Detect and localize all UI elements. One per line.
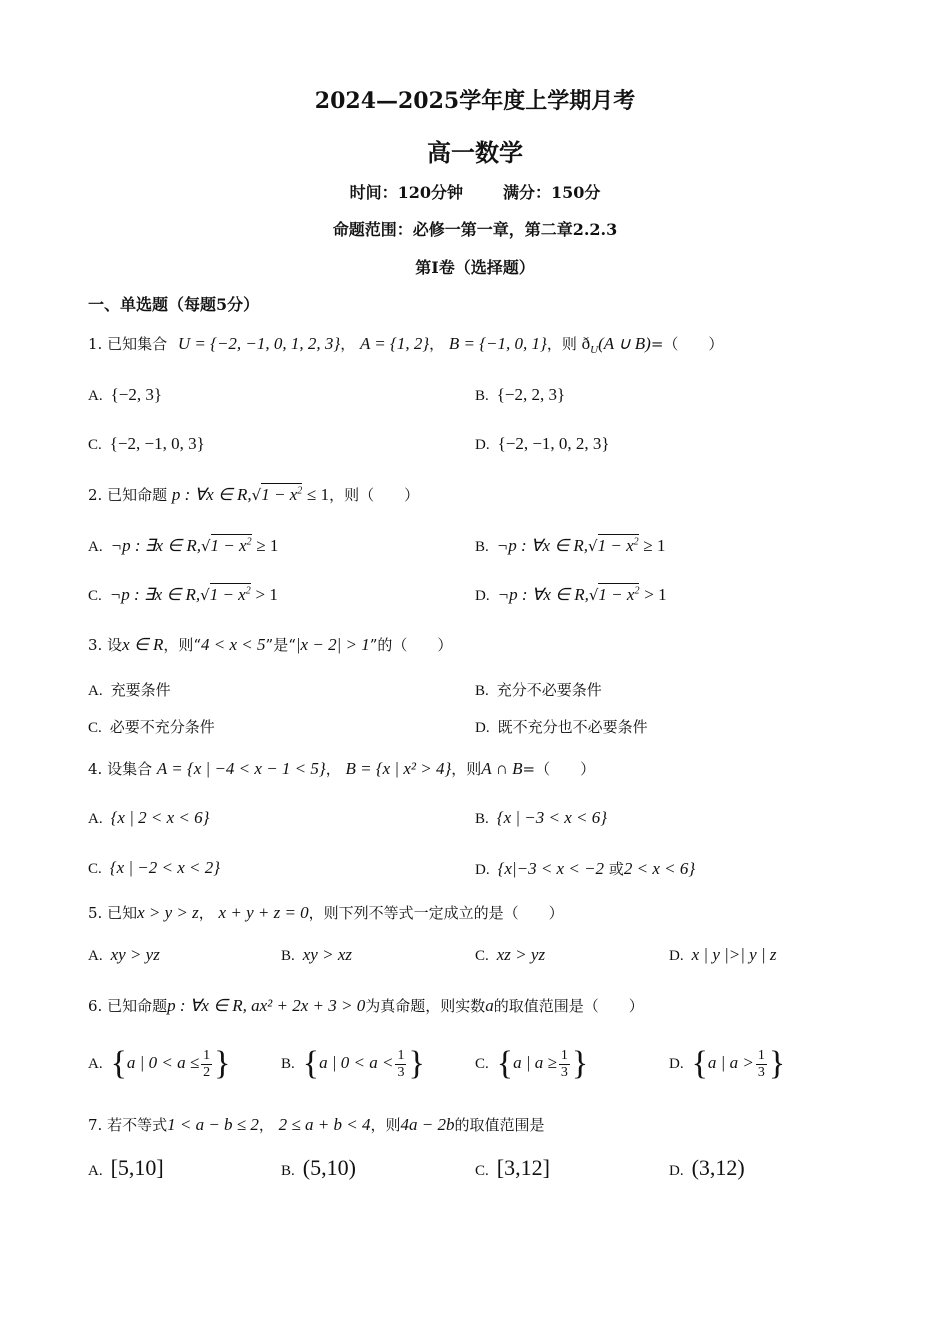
exam-title: 2024—2025学年度上学期月考 xyxy=(314,88,636,114)
q4-option-b: B. {x | −3 < x < 6} xyxy=(475,808,608,827)
q3-option-c: C. 必要不充分条件 xyxy=(88,718,215,736)
q4-option-d: D. {x|−3 < x < −2 或2 < x < 6} xyxy=(475,859,696,878)
q5-option-c: C. xz > yz xyxy=(475,945,546,964)
q7-option-b: B. (5,10) xyxy=(281,1155,356,1180)
q6-option-d: D. {a | a > $\frac{1}{3}$ } xyxy=(669,1045,786,1082)
q1-option-c: C. {−2, −1, 0, 3} xyxy=(88,434,205,453)
question-4: 4. 设集合 A = {x | −4 < x − 1 < 5}， B = {x | x² > 4}，则A ∩ B=（ ） xyxy=(88,759,596,778)
question-7: 7. 若不等式1 < a − b ≤ 2， 2 ≤ a + b < 4，则4a − 2b的取值范围是 xyxy=(88,1115,545,1134)
q3-option-a: A. 充要条件 xyxy=(88,681,171,699)
question-2: 2. 已知命题 p : ∀x ∈ $R,√1 - x^2 \le 1$，则（ ） xyxy=(88,485,420,504)
q3-option-d: D. 既不充分也不必要条件 xyxy=(475,718,648,736)
q4-option-c: C. {x | −2 < x < 2} xyxy=(88,858,221,877)
q5-option-a: A. xy > yz xyxy=(88,945,160,964)
q2-option-d: D. ¬p : ∀x ∈ $R,√1 - x^2 > 1$ xyxy=(475,585,667,604)
section-title: 一、单选题（每题5分） xyxy=(88,295,260,314)
question-3: 3. 设x ∈ R，则“4 < x < 5”是“|x − 2| > 1”的（ ） xyxy=(88,635,453,654)
q1-option-b: B. {−2, 2, 3} xyxy=(475,385,566,404)
exam-scope: 命题范围：必修一第一章，第二章2.2.3 xyxy=(332,220,618,239)
q5-option-b: B. xy > xz xyxy=(281,945,352,964)
q7-option-c: C. [3,12] xyxy=(475,1155,550,1180)
q5-option-d: D. x | y |>| y | z xyxy=(669,945,777,964)
q1-option-d: D. {−2, −1, 0, 2, 3} xyxy=(475,434,610,453)
q3-option-b: B. 充分不必要条件 xyxy=(475,681,602,699)
exam-score: 满分：150分 xyxy=(503,183,601,202)
q2-option-c: C. ¬p : ∃x ∈ $R,√1 - x^2 > 1$ xyxy=(88,585,278,604)
q6-option-b: B. {a | 0 < a < $\frac{1}{3}$ } xyxy=(281,1045,425,1082)
q4-option-a: A. {x | 2 < x < 6} xyxy=(88,808,210,827)
volume-title: 第Ⅰ卷（选择题） xyxy=(415,258,535,277)
exam-time: 时间：120分钟 xyxy=(349,183,463,202)
q7-option-a: A. [5,10] xyxy=(88,1155,164,1180)
q6-option-c: C. {a | a ≥ $\frac{1}{3}$ } xyxy=(475,1045,589,1082)
question-1: 1. 已知集合 U = {−2, −1, 0, 1, 2, 3}， A = {1, 2}， B = {−1, 0, 1}，则 $ð_U(A$ ∪ B)=（ ） xyxy=(88,334,724,356)
q7-option-d: D. (3,12) xyxy=(669,1155,745,1180)
question-5: 5. 已知x > y > z， x + y + z = 0，则下列不等式一定成立的是（ ） xyxy=(88,903,564,922)
subject-title: 高一数学 xyxy=(427,138,523,167)
q2-option-b: B. ¬p : ∀x ∈ $R,√1 - x^2 \ge 1$ xyxy=(475,536,666,555)
q6-option-a: A. {a | 0 < a ≤ $\frac{1}{2}$ } xyxy=(88,1045,231,1082)
q1-option-a: A. {−2, 3} xyxy=(88,385,163,404)
q2-option-a: A. ¬p : ∃x ∈ $R,√1 - x^2 \ge 1$ xyxy=(88,536,279,555)
question-6: 6. 已知命题p : ∀x ∈ R, ax² + 2x + 3 > 0为真命题，则实数a的取值范围是（ ） xyxy=(88,996,644,1015)
exam-info xyxy=(0,180,950,203)
